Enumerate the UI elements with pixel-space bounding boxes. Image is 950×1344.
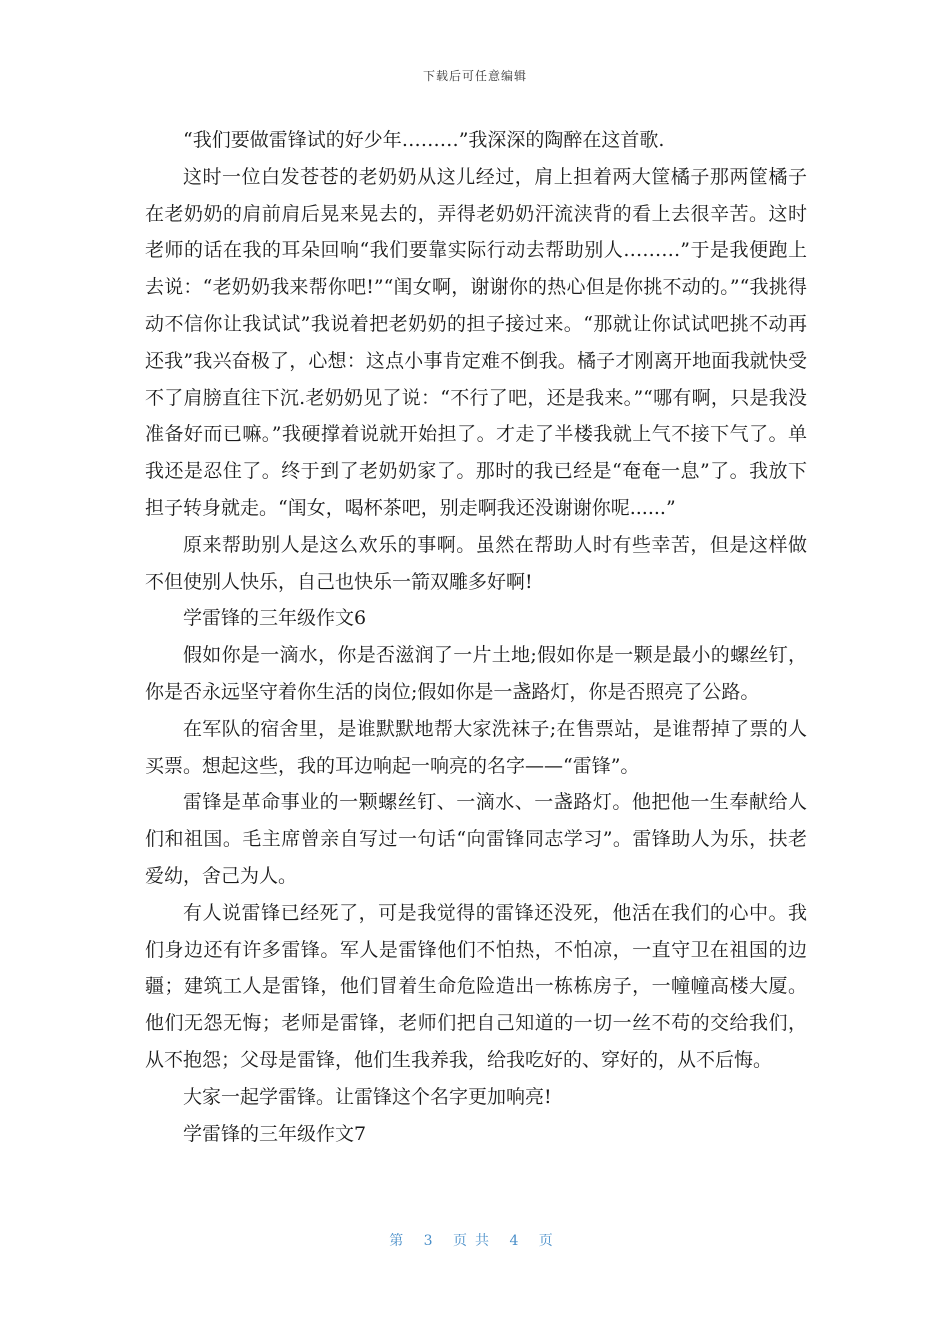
paragraph: 有人说雷锋已经死了，可是我觉得的雷锋还没死，他活在我们的心中。我们身边还有许多雷锋。军人是雷锋他们不怕热，不怕凉，一直守卫在祖国的边疆；建筑工人是雷锋，他们冒着生命危险造出一栋栋房子，一幢幢高楼大厦。他们无怨无悔；老师是雷锋，老师们把自己知道的一切一丝不苟的交给我们，从不抱怨；父母是雷锋，他们生我养我，给我吃好的、穿好的，从不后悔。 — [145, 901, 807, 1071]
section-heading: 学雷锋的三年级作文7 — [183, 1122, 367, 1145]
paragraph: 雷锋是革命事业的一颗螺丝钉、一滴水、一盏路灯。他把他一生奉献给人们和祖国。毛主席曾亲自写过一句话“向雷锋同志学习”。雷锋助人为乐，扶老爱幼，舍己为人。 — [145, 791, 807, 887]
paragraph: 在军队的宿舍里，是谁默默地帮大家洗袜子;在售票站，是谁帮掉了票的人买票。想起这些，我的耳边响起一响亮的名字——“雷锋”。 — [145, 717, 807, 777]
page-number-footer: 第 3 页共 4 页 — [389, 1233, 561, 1249]
document-body — [145, 122, 807, 1152]
paragraph: 大家一起学雷锋。让雷锋这个名字更加响亮! — [183, 1085, 552, 1108]
section-heading: 学雷锋的三年级作文6 — [183, 607, 367, 630]
paragraph: “我们要做雷锋试的好少年………”我深深的陶醉在这首歌. — [183, 129, 665, 151]
page-header-note: 下载后可任意编辑 — [422, 69, 527, 83]
paragraph: 这时一位白发苍苍的老奶奶从这儿经过，肩上担着两大筐橘子那两筐橘子在老奶奶的肩前肩后晃来晃去的，弄得老奶奶汗流浃背的看上去很辛苦。这时老师的话在我的耳朵回响“我们要靠实际行动去帮助别人………”于是我便跑上去说：“老奶奶我来帮你吧!”“闺女啊，谢谢你的热心但是你挑不动的。”“我挑得动不信你让我试试”我说着把老奶奶的担子接过来。“那就让你试试吧挑不动再还我”我兴奋极了，心想：这点小事肯定难不倒我。橘子才刚离开地面我就快受不了肩膀直往下沉.老奶奶见了说：“不行了吧，还是我来。”“哪有啊，只是我没准备好而已嘛。”我硬撑着说就开始担了。才走了半楼我就上气不接下气了。单我还是忍住了。终于到了老奶奶家了。那时的我已经是“奄奄一息”了。我放下担子转身就走。“闺女，喝杯茶吧，别走啊我还没谢谢你呢......” — [145, 165, 807, 519]
paragraph: 假如你是一滴水，你是否滋润了一片土地;假如你是一颗是最小的螺丝钉，你是否永远坚守着你生活的岗位;假如你是一盏路灯，你是否照亮了公路。 — [145, 644, 807, 703]
paragraph: 原来帮助别人是这么欢乐的事啊。虽然在帮助人时有些幸苦，但是这样做不但使别人快乐，自己也快乐一箭双雕多好啊! — [145, 533, 807, 593]
